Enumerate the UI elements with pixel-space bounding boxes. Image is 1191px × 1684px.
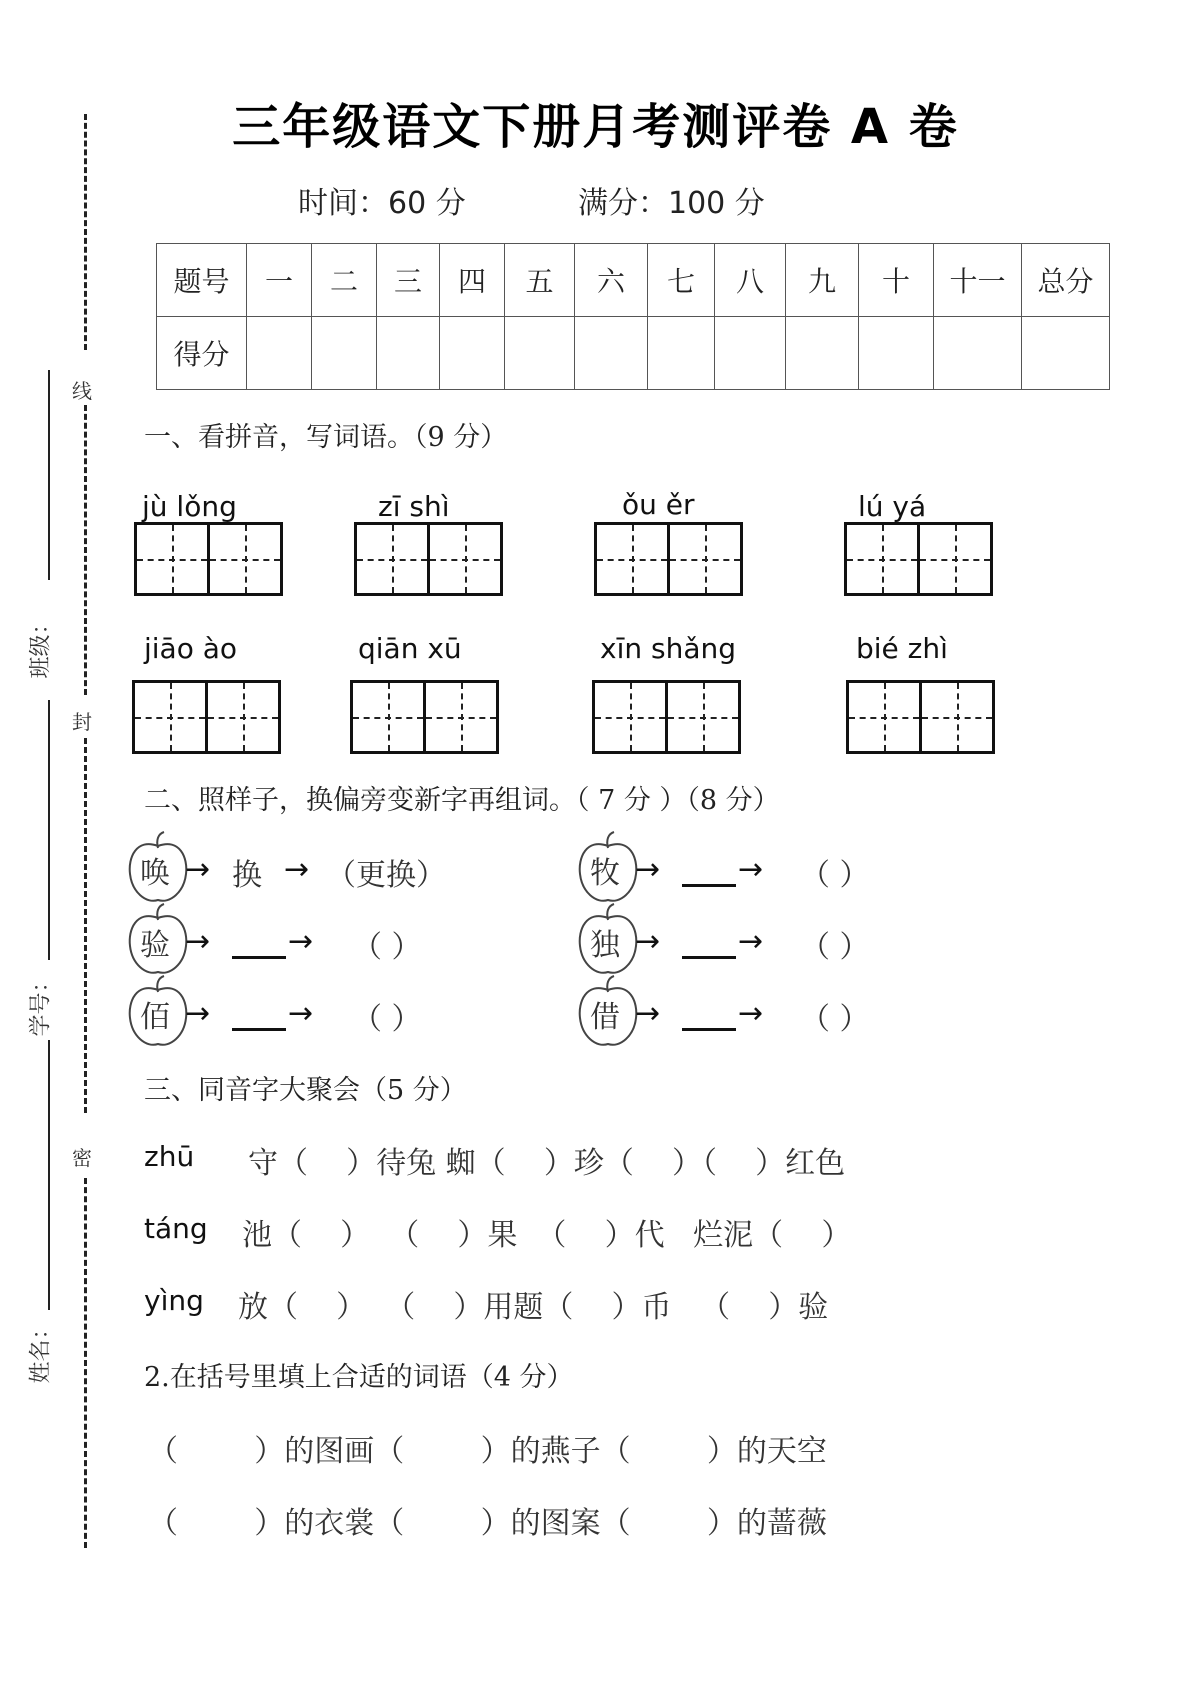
col-2: 二 [312, 244, 377, 317]
col-8: 八 [715, 244, 786, 317]
arrow-icon: → [284, 852, 310, 887]
apple-icon [126, 974, 190, 1046]
apple-icon [126, 830, 190, 902]
arrow-icon: → [288, 924, 314, 959]
cut-line-dashed [84, 405, 87, 695]
arrow-icon: → [635, 852, 661, 887]
score-cell-8[interactable] [715, 317, 786, 390]
pinyin-label: bié zhì [856, 632, 948, 665]
score-cell-10[interactable] [859, 317, 934, 390]
page-title: 三年级语文下册月考测评卷 A 卷 [232, 99, 959, 155]
score-cell-7[interactable] [648, 317, 715, 390]
source-char: 验 [140, 928, 170, 963]
cut-line-dashed [84, 738, 87, 1113]
arrow-icon: → [635, 924, 661, 959]
writing-box-pair[interactable] [134, 522, 283, 596]
pinyin-label: qiān xū [358, 632, 462, 665]
word-blank[interactable]: （ ） [800, 1002, 870, 1037]
source-char: 唤 [140, 856, 170, 891]
writing-box-pair[interactable] [132, 680, 281, 754]
col-11: 十一 [934, 244, 1022, 317]
arrow-icon: → [288, 996, 314, 1031]
question-number-row [157, 244, 1110, 317]
new-char-blank[interactable] [682, 1028, 736, 1031]
row-head-score: 得分 [157, 317, 247, 390]
class-write-line[interactable] [48, 370, 50, 580]
source-char: 牧 [590, 856, 620, 891]
col-1: 一 [247, 244, 312, 317]
class-label: 班级： [28, 612, 54, 679]
pinyin-label: jiāo ào [144, 632, 238, 665]
homophone-row[interactable]: 放（ ） （ ）用题（ ）币 （ ）验 [238, 1290, 829, 1325]
pinyin-label: zī shì [378, 490, 450, 523]
writing-box-pair[interactable] [846, 680, 995, 754]
arrow-icon: → [738, 852, 764, 887]
apple-icon [126, 902, 190, 974]
student-id-write-line[interactable] [48, 700, 50, 960]
new-char-blank[interactable] [682, 884, 736, 887]
new-char-blank[interactable] [232, 956, 286, 959]
score-cell-3[interactable] [377, 317, 440, 390]
pinyin-label: ǒu ěr [622, 488, 695, 521]
pinyin-label: lú yá [858, 490, 927, 523]
col-9: 九 [786, 244, 859, 317]
word-blank[interactable]: （ ） [352, 1002, 422, 1037]
col-5: 五 [505, 244, 575, 317]
arrow-icon: → [635, 996, 661, 1031]
arrow-icon: → [738, 996, 764, 1031]
full-score: 满分：100 分 [578, 186, 765, 221]
homophone-pinyin: zhū [144, 1140, 195, 1173]
col-4: 四 [440, 244, 505, 317]
arrow-icon: → [738, 924, 764, 959]
name-write-line[interactable] [48, 1040, 50, 1310]
student-id-label: 学号： [28, 970, 54, 1037]
apple-icon [576, 902, 640, 974]
word-blank[interactable]: （ ） [800, 858, 870, 893]
homophone-row[interactable]: 守（ ）待兔 蜘（ ）珍（ ）（ ）红色 [248, 1146, 846, 1181]
writing-box-pair[interactable] [844, 522, 993, 596]
cut-line-dashed [84, 1178, 87, 1548]
new-char-blank[interactable] [682, 956, 736, 959]
seal-word-seal: 封 [72, 710, 92, 734]
source-char: 独 [590, 928, 620, 963]
pinyin-label: xīn shǎng [600, 632, 737, 665]
section3-heading: 三、同音字大聚会（5 分） [144, 1075, 467, 1106]
score-cell-9[interactable] [786, 317, 859, 390]
score-cell-6[interactable] [575, 317, 648, 390]
col-total: 总分 [1022, 244, 1110, 317]
homophone-row[interactable]: 池（ ） （ ）果 （ ）代 烂泥（ ） [242, 1218, 852, 1253]
example-word: （更换） [326, 858, 446, 893]
word-blank[interactable]: （ ） [800, 930, 870, 965]
score-cell-5[interactable] [505, 317, 575, 390]
row-head-question: 题号 [157, 244, 247, 317]
col-10: 十 [859, 244, 934, 317]
name-label: 姓名： [28, 1317, 54, 1384]
word-blank[interactable]: （ ） [352, 930, 422, 965]
writing-box-pair[interactable] [354, 522, 503, 596]
score-cell-total[interactable] [1022, 317, 1110, 390]
fill-in-row[interactable]: （ ）的图画（ ）的燕子（ ）的天空 [148, 1434, 827, 1469]
homophone-pinyin: táng [144, 1212, 208, 1245]
pinyin-label: jù lǒng [142, 490, 237, 523]
section4-heading: 2.在括号里填上合适的词语（4 分） [144, 1362, 574, 1393]
seal-word-secret: 密 [72, 1146, 92, 1170]
score-cell-4[interactable] [440, 317, 505, 390]
homophone-pinyin: yìng [144, 1284, 204, 1317]
score-table [156, 243, 1110, 390]
source-char: 借 [590, 1000, 620, 1035]
new-char-blank[interactable] [232, 1028, 286, 1031]
arrow-icon: → [185, 852, 211, 887]
section2-heading: 二、照样子，换偏旁变新字再组词。（ 7 分 ）（8 分） [144, 785, 780, 816]
score-cell-1[interactable] [247, 317, 312, 390]
arrow-icon: → [185, 924, 211, 959]
score-cell-11[interactable] [934, 317, 1022, 390]
col-7: 七 [648, 244, 715, 317]
exam-time: 时间：60 分 [298, 186, 466, 221]
writing-box-pair[interactable] [350, 680, 499, 754]
arrow-icon: → [185, 996, 211, 1031]
section1-heading: 一、看拼音，写词语。（9 分） [144, 422, 508, 453]
writing-box-pair[interactable] [592, 680, 741, 754]
score-cell-2[interactable] [312, 317, 377, 390]
col-6: 六 [575, 244, 648, 317]
writing-box-pair[interactable] [594, 522, 743, 596]
source-char: 佰 [140, 1000, 170, 1035]
score-row [157, 317, 1110, 390]
apple-icon [576, 830, 640, 902]
example-new-char: 换 [232, 858, 262, 893]
col-3: 三 [377, 244, 440, 317]
seal-word-line: 线 [72, 379, 92, 403]
apple-icon [576, 974, 640, 1046]
fill-in-row[interactable]: （ ）的衣裳（ ）的图案（ ）的蔷薇 [148, 1506, 827, 1541]
